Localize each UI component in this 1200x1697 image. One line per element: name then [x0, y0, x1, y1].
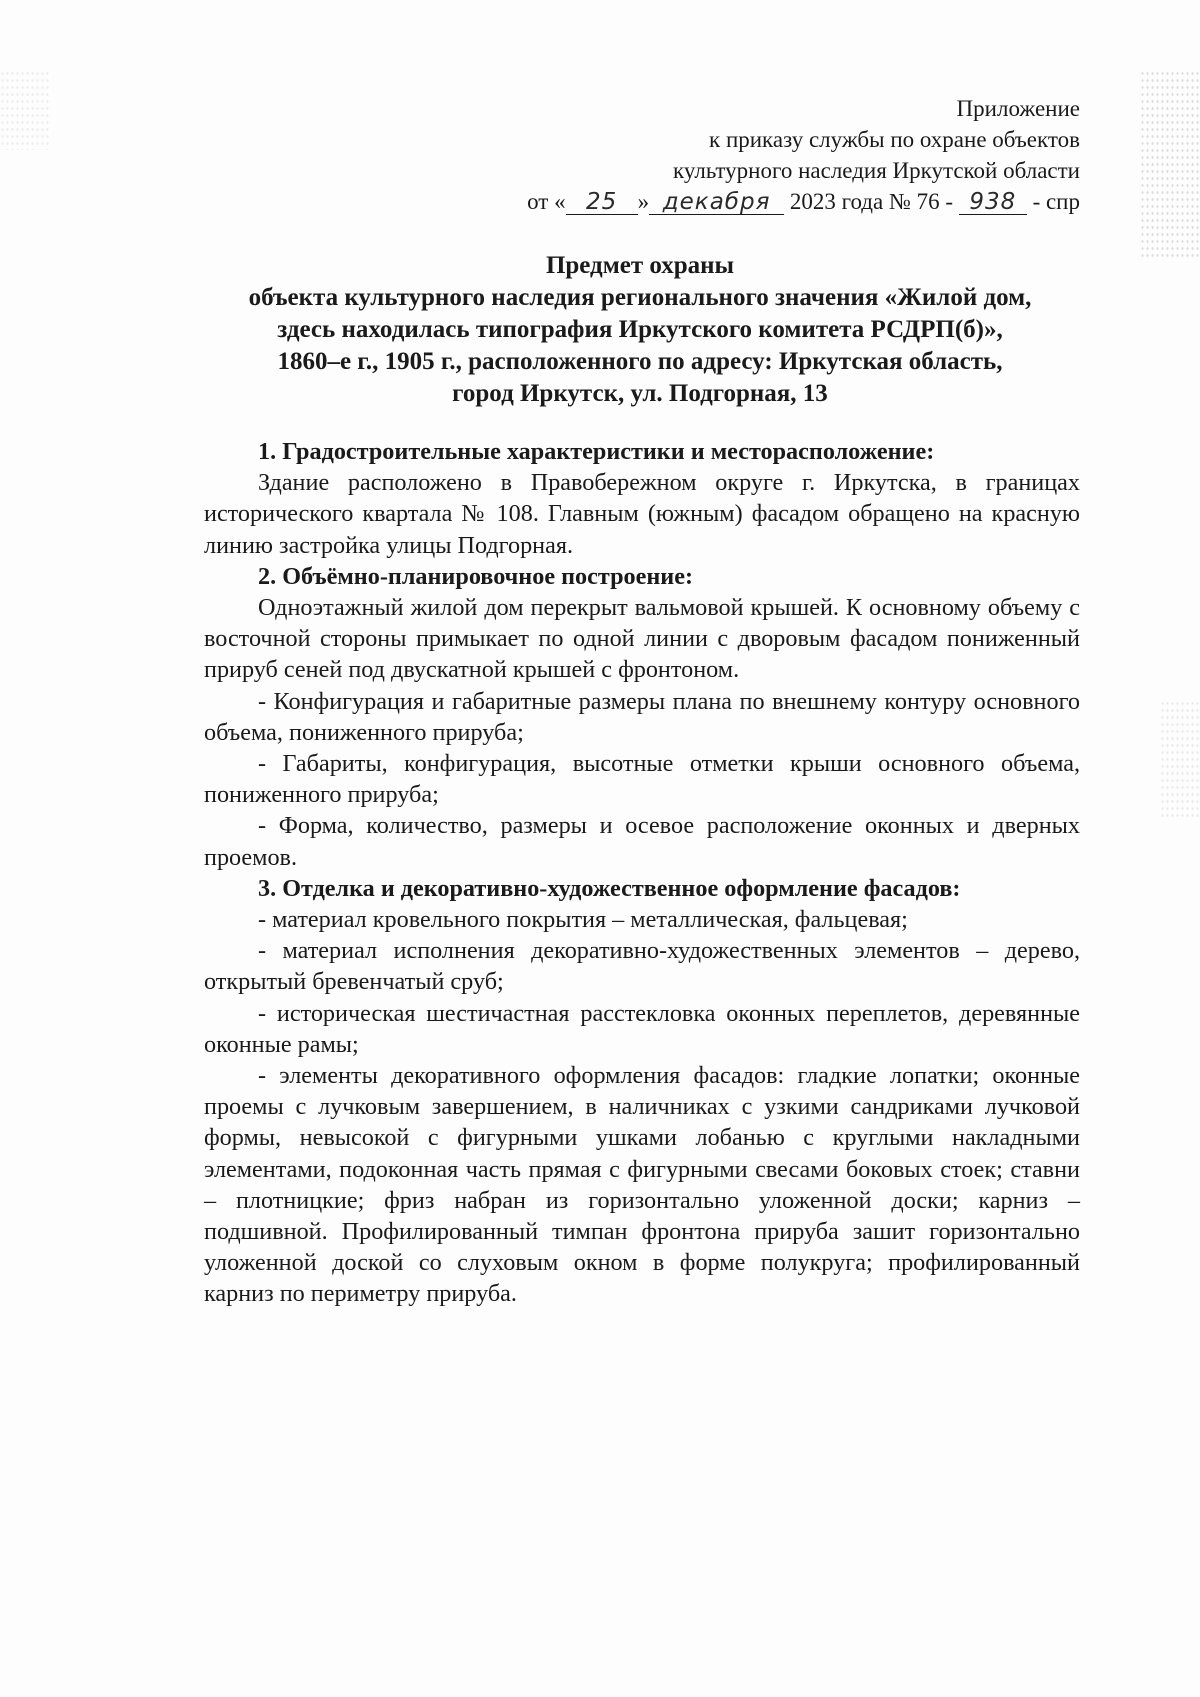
- section-heading: 3. Отделка и декоративно-художественное оформление фасадов:: [258, 874, 961, 902]
- title-line: Предмет охраны: [545, 252, 735, 279]
- scan-noise: [0, 70, 50, 150]
- date-day-handwritten: 25: [566, 190, 638, 215]
- paragraph: Здание расположено в Правобережном округе г. Иркутска, в границах исторического квартала № 108. Главным (южным) фасадом обращено на красную линию застройка улицы Подгорная.: [204, 469, 1080, 559]
- title-line: здесь находилась типография Иркутского комитета РСДРП(б)»,: [277, 316, 1003, 343]
- list-item: - историческая шестичастная расстекловка оконных переплетов, деревянные оконные рамы;: [204, 999, 1080, 1058]
- document-title: [200, 250, 1080, 410]
- appendix-label: Приложение: [956, 96, 1080, 121]
- section-heading: 2. Объёмно-планировочное построение:: [258, 562, 694, 590]
- document-body: [204, 436, 1080, 1310]
- section-heading: 1. Градостроительные характеристики и месторасположение:: [258, 438, 935, 465]
- title-line: город Иркутск, ул. Подгорная, 13: [452, 380, 828, 407]
- appendix-header: [527, 93, 1080, 217]
- list-item: - Конфигурация и габаритные размеры плана по внешнему контуру основного объема, пониженного прируба;: [204, 687, 1080, 746]
- list-item: - элементы декоративного оформления фасадов: гладкие лопатки; оконные проемы с лучковым завершением, в наличниках с узкими сандриками лучковой формы, невысокой с фигурными ушками лобанью с круглыми накладными элементами, подоконная часть прямая с фигурными свесами боковых стоек; ставни – плотницкие; фриз набран из горизонтально уложенной доски; карниз – подшивной. Профилированный тимпан фронтона прируба зашит горизонтально уложенной доской со слуховым окном в форме полукруга; профилированный карниз по периметру прируба.: [204, 1062, 1080, 1308]
- date-year-text: 2023 года № 76 -: [789, 189, 954, 214]
- order-suffix: - спр: [1032, 189, 1080, 214]
- order-number-handwritten: 938: [959, 190, 1027, 215]
- paragraph: Одноэтажный жилой дом перекрыт вальмовой крышей. К основному объему с восточной стороны примыкает по одной линии с дворовым фасадом пониженный прируб сеней под двускатной крышей с фронтоном.: [204, 594, 1080, 684]
- list-item: - Форма, количество, размеры и осевое расположение оконных и дверных проемов.: [204, 812, 1080, 871]
- date-quote-close: »: [637, 189, 650, 214]
- title-line: 1860–е г., 1905 г., расположенного по адресу: Иркутская область,: [277, 348, 1003, 375]
- date-month-handwritten: декабря: [649, 190, 784, 215]
- scan-noise: [1160, 700, 1200, 820]
- order-date-line: [527, 186, 1080, 217]
- list-item: - Габариты, конфигурация, высотные отметки крыши основного объема, пониженного прируба;: [204, 750, 1080, 809]
- list-item: - материал кровельного покрытия – металлическая, фальцевая;: [258, 906, 908, 934]
- date-prefix: от «: [527, 189, 566, 214]
- list-item: - материал исполнения декоративно-художественных элементов – дерево, открытый бревенчатый сруб;: [204, 937, 1080, 996]
- scan-noise: [1140, 70, 1200, 260]
- title-line: объекта культурного наследия регионального значения «Жилой дом,: [248, 284, 1032, 311]
- order-reference-line: к приказу службы по охране объектов: [709, 127, 1080, 152]
- authority-line: культурного наследия Иркутской области: [673, 158, 1080, 183]
